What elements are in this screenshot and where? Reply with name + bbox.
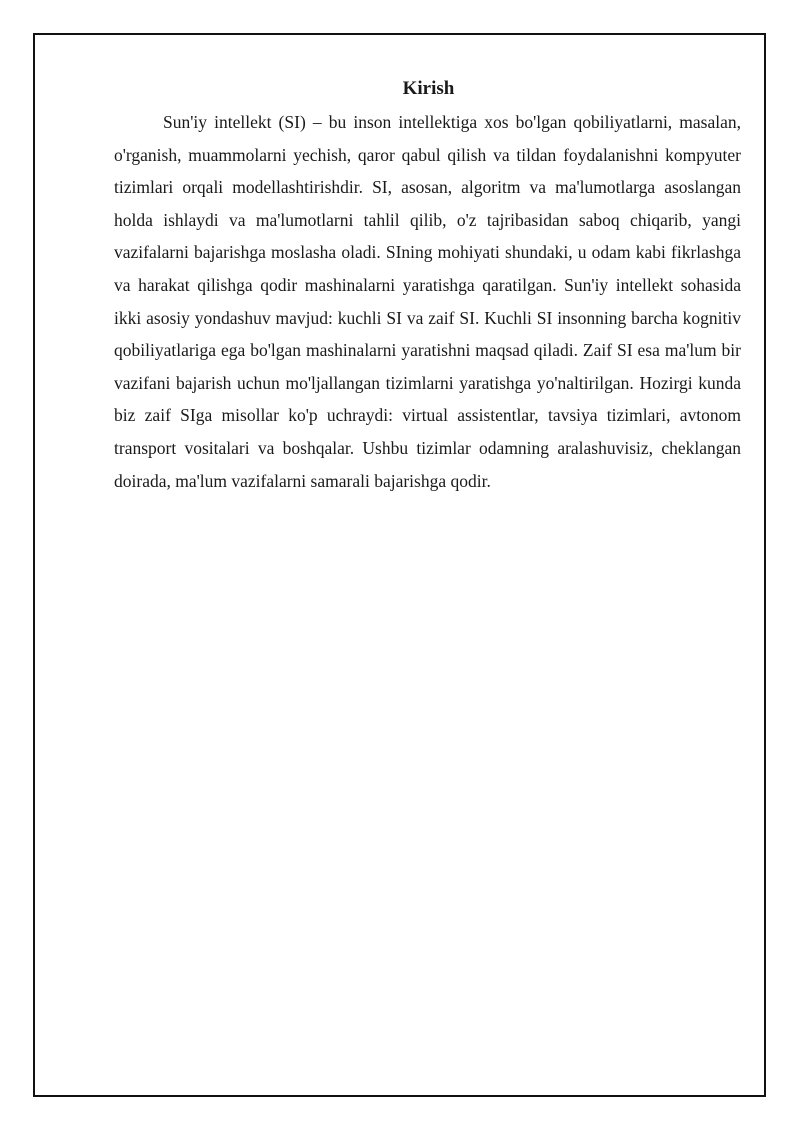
intro-paragraph: Sun'iy intellekt (SI) – bu inson intellektiga xos bo'lgan qobiliyatlarni, masalan, o'rganish, muammolarni yechish, qaror qabul qilish va tildan foydalanishni kompyuter tizimlari orqali modellashtirishdir. SI, asosan, algoritm va ma'lumotlarga asoslangan holda ishlaydi va ma'lumotlarni tahlil qilib, o'z tajribasidan saboq chiqarib, yangi vazifalarni bajarishga moslasha oladi. SIning mohiyati shundaki, u odam kabi fikrlashga va harakat qilishga qodir mashinalarni yaratishga qaratilgan. Sun'iy intellekt sohasida ikki asosiy yondashuv mavjud: kuchli SI va zaif SI. Kuchli SI insonning barcha kognitiv qobiliyatlariga ega bo'lgan mashinalarni yaratishni maqsad qiladi. Zaif SI esa ma'lum bir vazifani bajarish uchun mo'ljallangan tizimlarni yaratishga yo'naltirilgan. Hozirgi kunda biz zaif SIga misollar ko'p uchraydi: virtual assistentlar, tavsiya tizimlari, avtonom transport vositalari va boshqalar. Ushbu tizimlar odamning aralashuvisiz, cheklangan doirada, ma'lum vazifalarni samarali bajarishga qodir.	[114, 112, 741, 491]
document-body	[114, 74, 741, 497]
document-title: Kirish	[402, 78, 455, 99]
